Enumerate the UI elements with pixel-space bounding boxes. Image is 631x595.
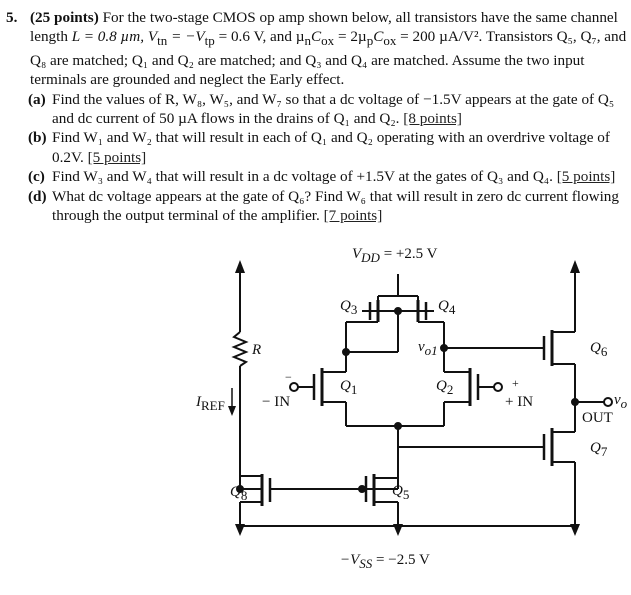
vdd-sub: DD <box>361 250 380 265</box>
schematic-wires <box>0 236 631 595</box>
resistor-label: R <box>252 342 262 358</box>
q7-q: Q <box>590 440 601 456</box>
part-d-points: [7 points] <box>323 207 383 225</box>
part-c-points: [5 points] <box>556 168 616 186</box>
minus-sign: − <box>285 370 292 384</box>
plus-sign: + <box>512 376 519 390</box>
vss-mid-arrow <box>393 524 403 536</box>
problem-points: (25 points) <box>30 9 99 26</box>
intro-sub-tp: tp <box>204 33 215 49</box>
q1-q: Q <box>340 378 351 394</box>
vo1-v: v <box>418 339 425 355</box>
q5-sub: 5 <box>402 487 410 502</box>
intro-sub-n: n <box>304 33 312 49</box>
vss-left-arrow <box>235 524 245 536</box>
part-b-tag: (b) <box>28 129 47 147</box>
vss-right-arrow <box>570 524 580 536</box>
vss-v: −V <box>340 552 360 568</box>
q1-sub: 1 <box>350 382 358 397</box>
vdd-label <box>352 246 437 266</box>
iref-label <box>196 394 225 414</box>
q8-sub: 8 <box>240 488 248 503</box>
intro-sub-ox2: ox <box>383 33 397 49</box>
intro-text-11: C <box>373 28 384 46</box>
q3-label <box>340 298 357 318</box>
out-label: OUT <box>582 410 613 426</box>
vss-sub: SS <box>359 556 373 571</box>
vo1-label <box>418 339 438 359</box>
intro-text-3: = −V <box>167 28 205 46</box>
intro-text-7: C <box>311 28 322 46</box>
q5-label <box>392 483 409 503</box>
q2-label <box>436 378 453 398</box>
iref-sub: REF <box>201 398 225 413</box>
vss-value: = −2.5 V <box>372 552 430 568</box>
q8-label <box>230 484 247 504</box>
q4-q: Q <box>438 298 449 314</box>
q3-q: Q <box>340 298 351 314</box>
q5-q: Q <box>392 483 403 499</box>
op-amp-schematic <box>0 236 631 595</box>
intro-text-9: = 2µ <box>334 28 367 46</box>
plus-in-label: + IN <box>505 394 534 410</box>
plus-in-terminal[interactable] <box>494 383 502 391</box>
q2-sub: 2 <box>446 382 454 397</box>
q1-label <box>340 378 357 398</box>
part-c <box>6 167 628 186</box>
vdd-right-arrow <box>570 260 580 273</box>
part-b-points: [5 points] <box>87 148 147 166</box>
vo-v: v <box>614 392 621 408</box>
part-d-tag: (d) <box>28 187 47 205</box>
part-b <box>6 128 628 167</box>
vdd-v: V <box>352 246 362 262</box>
intro-text-5: = 0.6 V, and µ <box>214 28 305 46</box>
vss-label <box>340 552 430 572</box>
part-a-text: Find the values of R, W₈, W₅, and W₇ so that a dc voltage of −1.5V appears at the gate of Q₅ and dc current of 50 µA flows in the drains of Q₁ and Q₂. <box>52 90 615 128</box>
problem-number: 5. <box>6 9 18 26</box>
q6-sub: 6 <box>600 344 608 359</box>
part-b-text: Find W₁ and W₂ that will result in each of Q₁ and Q₂ operating with an overdrive voltage of 0.2V. <box>52 129 610 166</box>
intro-sub-ox: ox <box>321 33 335 49</box>
iref-arrow-head <box>228 406 236 416</box>
q6-label <box>590 340 607 360</box>
problem-text <box>6 8 628 226</box>
q8-q: Q <box>230 484 241 500</box>
intro-sub-p: p <box>366 33 374 49</box>
vo-label <box>614 392 627 412</box>
q7-label <box>590 440 607 460</box>
part-d <box>6 187 628 226</box>
problem-intro <box>6 8 628 90</box>
intro-text-1: For the two-stage CMOS op amp shown below, all transistors have the same channel length <box>30 9 618 46</box>
intro-sub-tn: tn <box>157 33 168 49</box>
part-a-points: [8 points] <box>403 110 462 128</box>
intro-text-L: L = 0.8 µm, V <box>71 28 158 46</box>
q3-sub: 3 <box>350 302 358 317</box>
vo-terminal[interactable] <box>604 398 612 406</box>
intro-text-13: = 200 µA/V². Transistors Q₅, Q₇, and Q₈ are matched; Q₁ and Q₂ are matched; and Q₃ and Q₄ are matched. Assume the two input terminals are grounded and neglect the Early effect. <box>30 28 627 89</box>
minus-in-label: − IN <box>262 394 291 410</box>
part-d-text: What dc voltage appears at the gate of Q₆? Find W₆ that will result in zero dc current flowing through the output terminal of the amplifier. <box>52 187 619 225</box>
part-c-tag: (c) <box>28 168 45 186</box>
q2-q: Q <box>436 378 447 394</box>
vo-sub: o <box>620 396 628 411</box>
vdd-left-arrow <box>235 260 245 273</box>
part-a-tag: (a) <box>28 90 46 108</box>
q7-sub: 7 <box>600 444 608 459</box>
resistor-r <box>234 332 246 366</box>
vo1-sub: o1 <box>424 343 438 358</box>
q4-label <box>438 298 455 318</box>
iref-i: I <box>196 394 201 410</box>
q4-sub: 4 <box>448 302 456 317</box>
q6-q: Q <box>590 340 601 356</box>
part-c-text: Find W₃ and W₄ that will result in a dc voltage of +1.5V at the gates of Q₃ and Q₄. <box>52 168 557 186</box>
vdd-value: = +2.5 V <box>379 246 438 262</box>
part-a <box>6 90 628 129</box>
